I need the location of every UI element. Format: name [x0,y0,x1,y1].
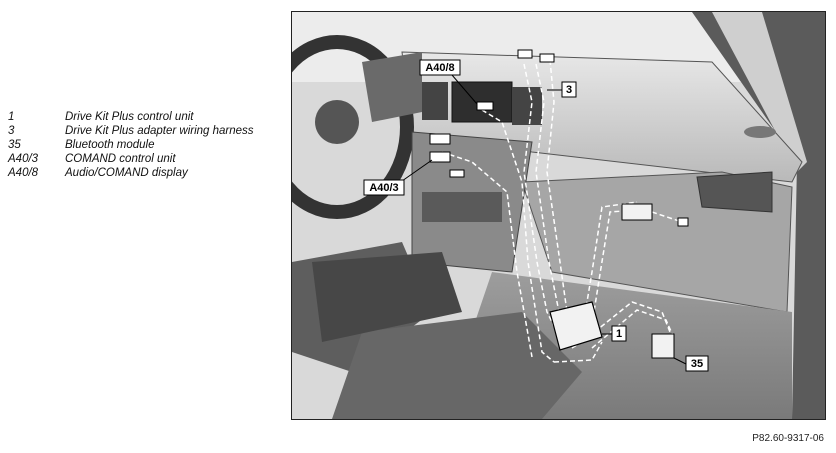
legend-item-description: Bluetooth module [65,139,155,151]
air-vent-right [697,172,772,212]
vehicle-interior-illustration [291,11,826,420]
connector-display [477,102,493,110]
harness-module [622,204,652,220]
callout-harness-3-label: 3 [565,84,573,96]
legend-item-number: 3 [8,125,15,137]
steering-hub [315,100,359,144]
callout-a40-8 [420,60,460,75]
legend-item [8,138,278,152]
callout-a40-8-label: A40/8 [425,62,455,74]
bluetooth-module-box [652,334,674,358]
callout-unit-1-label: 1 [615,328,623,340]
callout-harness-3 [562,82,576,97]
legend-item [8,166,278,180]
climate-controls [422,192,502,222]
callout-a40-3-label: A40/3 [369,182,399,194]
legend-item-description: Drive Kit Plus adapter wiring harness [65,125,254,137]
legend-list [8,110,278,180]
callout-unit-1 [612,326,626,341]
connector-b [540,54,554,62]
callout-bt-35-label: 35 [690,358,704,370]
legend-item-description: Audio/COMAND display [65,167,188,179]
instrument-cluster [362,52,422,122]
harness-plug [678,218,688,226]
callout-a40-3 [364,180,404,195]
connector-comand-1 [430,134,450,144]
center-vent-left [422,82,448,120]
legend-item-number: A40/8 [8,167,39,179]
connector-a [518,50,532,58]
legend-item-number: 1 [8,111,15,123]
legend-item [8,110,278,124]
legend-item-description: COMAND control unit [65,153,176,165]
interior-drawing [292,12,825,419]
figure-reference-code: P82.60-9317-06 [752,433,824,444]
speaker-grille [744,126,776,138]
legend-item-number: 35 [8,139,21,151]
connector-comand-3 [450,170,464,177]
legend-item [8,124,278,138]
connector-comand-2 [430,152,450,162]
legend-item-description: Drive Kit Plus control unit [65,111,194,123]
legend-item [8,152,278,166]
callout-bt-35 [686,356,708,371]
center-vent-right [512,87,542,125]
legend-item-number: A40/3 [8,153,39,165]
